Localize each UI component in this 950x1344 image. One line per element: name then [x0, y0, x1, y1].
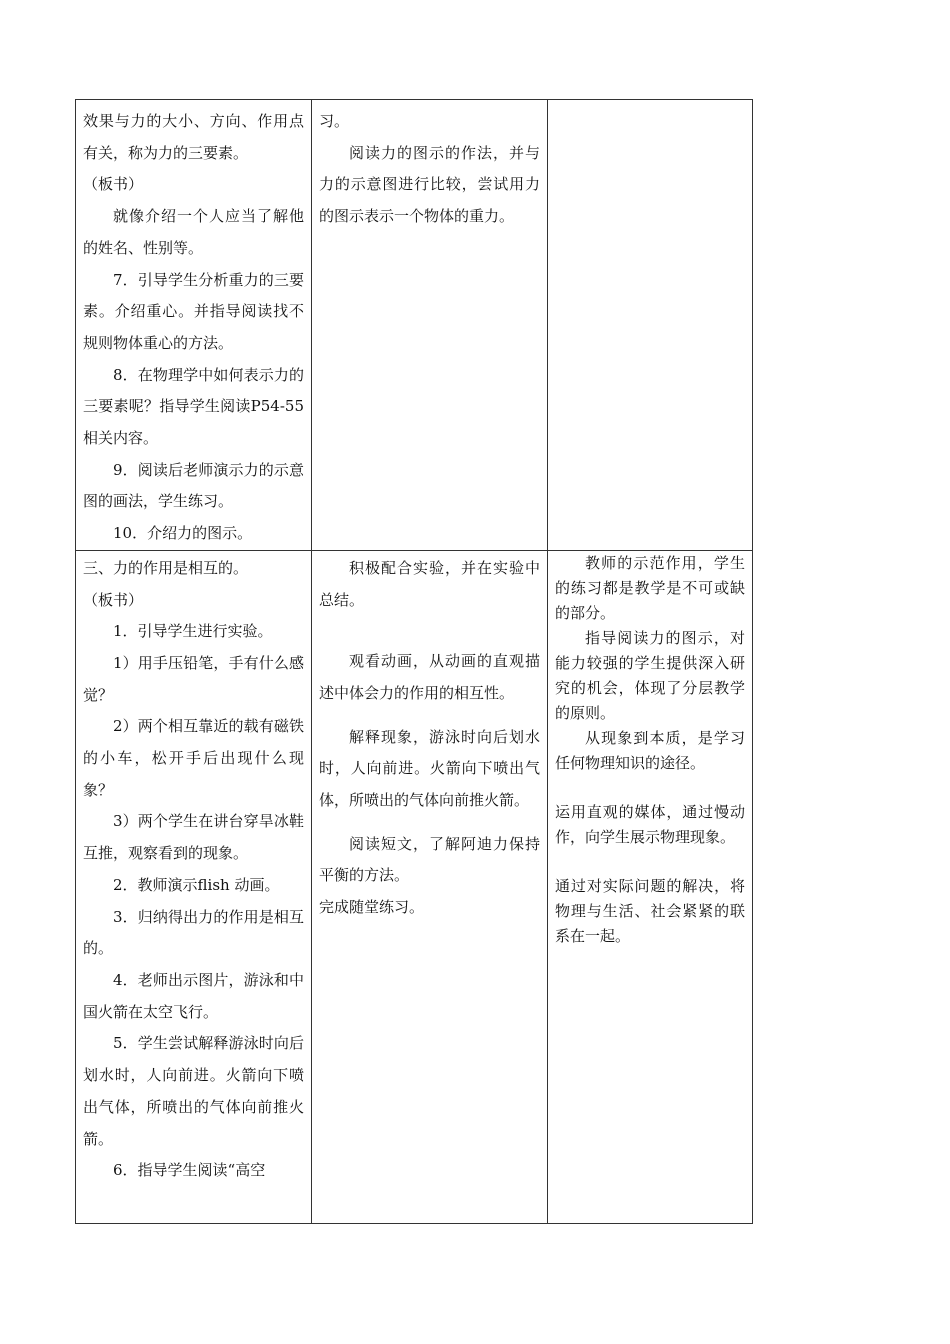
paragraph: 积极配合实验，并在实验中总结。: [319, 558, 540, 609]
paragraph: 2．教师演示flish 动画。: [113, 875, 280, 894]
paragraph: 3）两个学生在讲台穿旱冰鞋互推，观察看到的现象。: [83, 812, 304, 863]
paragraph: 指导阅读力的图示，对能力较强的学生提供深入研究的机会，体现了分层教学的原则。: [555, 628, 745, 722]
paragraph: 10．介绍力的图示。: [113, 524, 253, 543]
paragraph: 2）两个相互靠近的载有磁铁的小车，松开手后出现什么现象？: [83, 717, 304, 799]
paragraph: （板书）: [83, 590, 144, 609]
paragraph: 效果与力的大小、方向、作用点有关，称为力的三要素。: [83, 112, 304, 162]
paragraph: 阅读短文，了解阿迪力保持平衡的方法。: [319, 834, 540, 885]
paragraph: （板书）: [83, 175, 144, 194]
paragraph: 1）用手压铅笔，手有什么感觉？: [83, 653, 304, 704]
paragraph: 教师的示范作用，学生的练习都是教学是不可或缺的部分。: [555, 553, 745, 622]
paragraph: 从现象到本质，是学习任何物理知识的途径。: [555, 728, 745, 772]
paragraph: 3．归纳得出力的作用是相互的。: [83, 907, 304, 958]
lesson-plan-table: [75, 99, 753, 1224]
section-heading: 三、力的作用是相互的。: [83, 558, 249, 577]
paragraph: 就像介绍一个人应当了解他的姓名、性别等。: [83, 207, 304, 257]
paragraph: 4．老师出示图片，游泳和中国火箭在太空飞行。: [83, 970, 304, 1021]
paragraph: 通过对实际问题的解决，将物理与生活、社会紧紧的联系在一起。: [555, 876, 745, 945]
paragraph: 阅读力的图示的作法，并与力的示意图进行比较，尝试用力的图示表示一个物体的重力。: [319, 143, 540, 226]
paragraph: 1．引导学生进行实验。: [113, 622, 273, 641]
table-row: [76, 100, 753, 551]
row2-col1-cell: [76, 550, 312, 1223]
paragraph: 8．在物理学中如何表示力的三要素呢？指导学生阅读P54-55相关内容。: [83, 365, 304, 448]
row1-col1-cell: [76, 100, 312, 551]
paragraph: 5．学生尝试解释游泳时向后划水时，人向前进。火箭向下喷出气体，所喷出的气体向前推火箭。: [83, 1034, 304, 1148]
paragraph: 解释现象，游泳时向后划水时，人向前进。火箭向下喷出气体，所喷出的气体向前推火箭。: [319, 727, 540, 810]
paragraph: 6．指导学生阅读“高空: [113, 1161, 266, 1180]
row1-col2-cell: [312, 100, 548, 551]
paragraph: 习。: [319, 112, 350, 130]
row2-col2-cell: [312, 550, 548, 1223]
paragraph: 7．引导学生分析重力的三要素。介绍重心。并指导阅读找不规则物体重心的方法。: [83, 270, 304, 352]
paragraph: 观看动画，从动画的直观描述中体会力的作用的相互性。: [319, 652, 540, 702]
row1-col3-cell: [548, 100, 753, 551]
paragraph: 9．阅读后老师演示力的示意图的画法，学生练习。: [83, 460, 304, 511]
paragraph: 完成随堂练习。: [319, 898, 425, 917]
table-row: [76, 550, 753, 1223]
row2-col3-cell: [548, 550, 753, 1223]
paragraph: 运用直观的媒体，通过慢动作，向学生展示物理现象。: [555, 802, 745, 846]
